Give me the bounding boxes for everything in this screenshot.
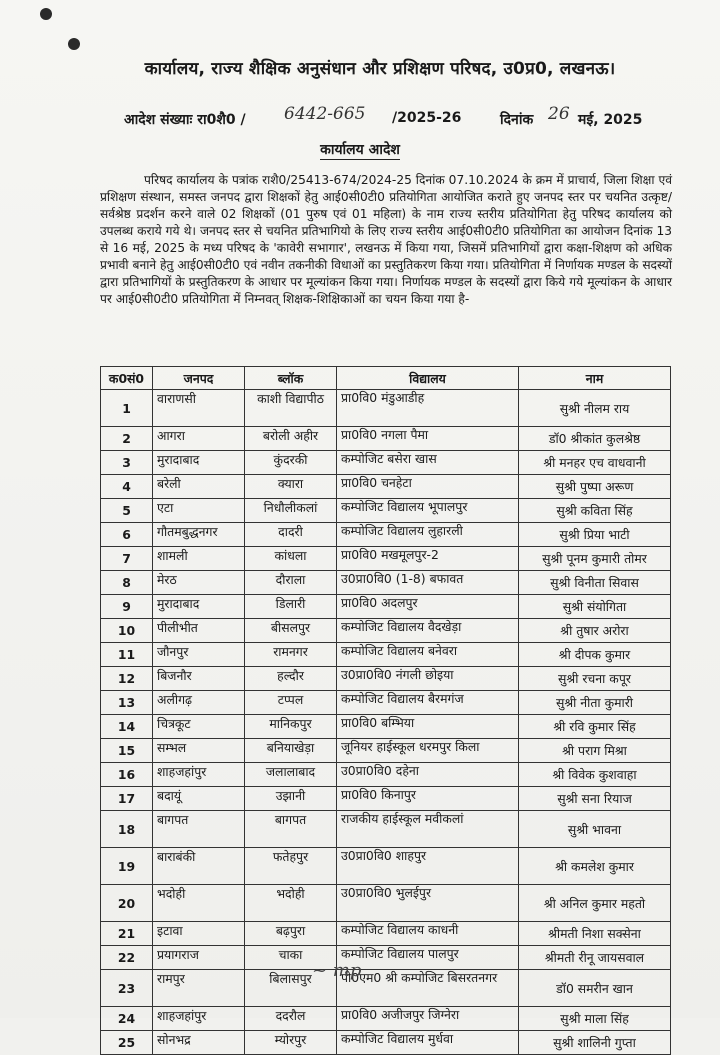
cell-serial: 8 (101, 571, 153, 595)
cell-block: टप्पल (245, 691, 337, 715)
cell-serial: 4 (101, 475, 153, 499)
cell-serial: 15 (101, 739, 153, 763)
table-row (101, 763, 671, 787)
header-name: नाम (519, 367, 671, 390)
cell-school: प्रा0वि0 चनहेटा (337, 475, 519, 499)
cell-serial: 7 (101, 547, 153, 571)
cell-serial: 13 (101, 691, 153, 715)
cell-serial: 3 (101, 451, 153, 475)
cell-name: सुश्री पुष्पा अरूण (519, 475, 671, 499)
page-title (0, 140, 720, 159)
cell-school: कम्पोजिट विद्यालय बनेवरा (337, 643, 519, 667)
table-row (101, 885, 671, 922)
cell-district: पीलीभीत (153, 619, 245, 643)
table-row (101, 739, 671, 763)
cell-district: मुरादाबाद (153, 451, 245, 475)
cell-serial: 21 (101, 922, 153, 946)
cell-school: प्रा0वि0 बम्भिया (337, 715, 519, 739)
cell-name: श्री मनहर एच वाधवानी (519, 451, 671, 475)
table-row (101, 970, 671, 1007)
cell-serial: 2 (101, 427, 153, 451)
table-row (101, 848, 671, 885)
order-date-day: 26 (548, 104, 570, 124)
cell-school: उ0प्रा0वि0 (1-8) बफावत (337, 571, 519, 595)
order-number-handwritten: 6442-665 (284, 104, 366, 124)
cell-school: प्रा0वि0 अदलपुर (337, 595, 519, 619)
cell-school: प्रा0वि0 अजीजपुर जिग्नेरा (337, 1007, 519, 1031)
cell-district: मुरादाबाद (153, 595, 245, 619)
cell-school: राजकीय हाईस्कूल मवीकलां (337, 811, 519, 848)
cell-serial: 20 (101, 885, 153, 922)
cell-district: इटावा (153, 922, 245, 946)
cell-district: बागपत (153, 811, 245, 848)
cell-name: श्री कमलेश कुमार (519, 848, 671, 885)
cell-school: उ0प्रा0वि0 भुलईपुर (337, 885, 519, 922)
table-row (101, 390, 671, 427)
cell-block: भदोही (245, 885, 337, 922)
cell-serial: 1 (101, 390, 153, 427)
cell-school: कम्पोजिट विद्यालय काधनी (337, 922, 519, 946)
cell-block: रामनगर (245, 643, 337, 667)
cell-serial: 17 (101, 787, 153, 811)
cell-school: कम्पोजिट विद्यालय भूपालपुर (337, 499, 519, 523)
order-date-rest: मई, 2025 (578, 112, 643, 128)
cell-block: मानिकपुर (245, 715, 337, 739)
cell-school: कम्पोजिट बसेरा खास (337, 451, 519, 475)
cell-block: कुंदरकी (245, 451, 337, 475)
cell-school: उ0प्रा0वि0 शाहपुर (337, 848, 519, 885)
cell-block: डिलारी (245, 595, 337, 619)
cell-block: दौराला (245, 571, 337, 595)
cell-school: प्रा0वि0 किनापुर (337, 787, 519, 811)
cell-district: शाहजहांपुर (153, 1007, 245, 1031)
page-title-text: कार्यालय आदेश (320, 142, 400, 158)
table-row (101, 667, 671, 691)
cell-serial: 5 (101, 499, 153, 523)
table-row (101, 571, 671, 595)
cell-name: सुश्री रचना कपूर (519, 667, 671, 691)
cell-serial: 16 (101, 763, 153, 787)
cell-block: चाका (245, 946, 337, 970)
cell-district: बदायूं (153, 787, 245, 811)
cell-block: बरोली अहीर (245, 427, 337, 451)
cell-school: कम्पोजिट विद्यालय बैरमगंज (337, 691, 519, 715)
cell-serial: 10 (101, 619, 153, 643)
cell-serial: 25 (101, 1031, 153, 1055)
cell-block: क्यारा (245, 475, 337, 499)
signature: ~ mp (312, 960, 362, 981)
cell-district: वाराणसी (153, 390, 245, 427)
table-row (101, 475, 671, 499)
cell-name: सुश्री नीलम राय (519, 390, 671, 427)
cell-block: बिलासपुर (245, 970, 337, 1007)
cell-district: अलीगढ़ (153, 691, 245, 715)
cell-block: बनियाखेड़ा (245, 739, 337, 763)
table-row (101, 619, 671, 643)
cell-school: प्रा0वि0 नगला पैमा (337, 427, 519, 451)
cell-school: कम्पोजिट विद्यालय मुर्धवा (337, 1031, 519, 1055)
cell-name: श्री अनिल कुमार महतो (519, 885, 671, 922)
cell-district: बिजनौर (153, 667, 245, 691)
cell-block: बीसलपुर (245, 619, 337, 643)
cell-name: श्री दीपक कुमार (519, 643, 671, 667)
cell-district: चित्रकूट (153, 715, 245, 739)
table-row (101, 946, 671, 970)
cell-name: सुश्री विनीता सिवास (519, 571, 671, 595)
cell-name: सुश्री प्रिया भाटी (519, 523, 671, 547)
cell-name: सुश्री संयोगिता (519, 595, 671, 619)
cell-name: सुश्री भावना (519, 811, 671, 848)
cell-name: श्रीमती निशा सक्सेना (519, 922, 671, 946)
cell-district: भदोही (153, 885, 245, 922)
cell-district: सम्भल (153, 739, 245, 763)
punch-hole-icon (68, 38, 80, 50)
table-row (101, 787, 671, 811)
table-row (101, 922, 671, 946)
cell-district: एटा (153, 499, 245, 523)
cell-block: फतेहपुर (245, 848, 337, 885)
cell-name: श्रीमती रीनू जायसवाल (519, 946, 671, 970)
header-block: ब्लॉक (245, 367, 337, 390)
table-row (101, 1031, 671, 1055)
cell-school: प्रा0वि0 मखमूलपुर-2 (337, 547, 519, 571)
table-row (101, 1007, 671, 1031)
cell-serial: 6 (101, 523, 153, 547)
table-row (101, 451, 671, 475)
order-number-label: आदेश संख्याः रा0शै0 / (124, 112, 246, 128)
cell-district: बाराबंकी (153, 848, 245, 885)
cell-district: सोनभद्र (153, 1031, 245, 1055)
cell-name: श्री विवेक कुशवाहा (519, 763, 671, 787)
header-school: विद्यालय (337, 367, 519, 390)
cell-district: प्रयागराज (153, 946, 245, 970)
order-date-label: दिनांक (500, 112, 534, 128)
cell-name: श्री तुषार अरोरा (519, 619, 671, 643)
order-year: /2025-26 (392, 110, 462, 126)
cell-name: श्री पराग मिश्रा (519, 739, 671, 763)
cell-block: जलालाबाद (245, 763, 337, 787)
table-row (101, 595, 671, 619)
cell-district: बरेली (153, 475, 245, 499)
table-row (101, 547, 671, 571)
header-district: जनपद (153, 367, 245, 390)
cell-serial: 12 (101, 667, 153, 691)
cell-district: गौतमबुद्धनगर (153, 523, 245, 547)
cell-school: कम्पोजिट विद्यालय वैदखेड़ा (337, 619, 519, 643)
table-row (101, 499, 671, 523)
cell-name: डॉ0 श्रीकांत कुलश्रेष्ठ (519, 427, 671, 451)
cell-name: सुश्री शालिनी गुप्ता (519, 1031, 671, 1055)
cell-district: मेरठ (153, 571, 245, 595)
header-serial: क0सं0 (101, 367, 153, 390)
cell-serial: 9 (101, 595, 153, 619)
cell-school: प्रा0वि0 मंडुआडीह (337, 390, 519, 427)
cell-district: शामली (153, 547, 245, 571)
cell-block: कांधला (245, 547, 337, 571)
cell-district: जौनपुर (153, 643, 245, 667)
table-row (101, 523, 671, 547)
cell-district: आगरा (153, 427, 245, 451)
cell-name: सुश्री पूनम कुमारी तोमर (519, 547, 671, 571)
table-row (101, 691, 671, 715)
cell-serial: 11 (101, 643, 153, 667)
office-header: कार्यालय, राज्य शैक्षिक अनुसंधान और प्रशिक्षण परिषद, उ0प्र0, लखनऊ। (144, 59, 616, 79)
cell-district: शाहजहांपुर (153, 763, 245, 787)
cell-serial: 19 (101, 848, 153, 885)
table-header-row (101, 367, 671, 390)
punch-hole-icon (40, 8, 52, 20)
cell-name: सुश्री कविता सिंह (519, 499, 671, 523)
cell-block: ददरौल (245, 1007, 337, 1031)
cell-serial: 24 (101, 1007, 153, 1031)
cell-serial: 18 (101, 811, 153, 848)
cell-serial: 22 (101, 946, 153, 970)
cell-school: उ0प्रा0वि0 नंगली छोइया (337, 667, 519, 691)
cell-name: सुश्री माला सिंह (519, 1007, 671, 1031)
cell-district: रामपुर (153, 970, 245, 1007)
cell-school: कम्पोजिट विद्यालय पालपुर (337, 946, 519, 970)
cell-serial: 14 (101, 715, 153, 739)
cell-name: श्री रवि कुमार सिंह (519, 715, 671, 739)
cell-block: उझानी (245, 787, 337, 811)
order-paragraph: परिषद कार्यालय के पत्रांक राशै0/25413-674/2024-25 दिनांक 07.10.2024 के क्रम में प्राचार्य, जिला शिक्षा एवं प्रशिक्षण संस्थान, समस्त जनपद द्वारा शिक्षकों हेतु आई0सी0टी0 प्रतियोगिता आयोजित कराते हुए जनपद स्तर पर चयनित उत्कृष्ट/सर्वश्रेष्ठ प्रदर्शन करने वाले 02 शिक्षकों (01 पुरुष एवं 01 महिला) के नाम राज्य स्तरीय प्रतियोगिता हेतु परिषद कार्यालय को उपलब्ध कराये गये थे। जनपद स्तर से चयनित प्रतिभागियो के लिए राज्य स्तरीय आई0सी0टी0 प्रतियोगिता का आयोजन दिनांक 13 से 16 मई, 2025 के मध्य परिषद के 'कावेरी सभागार', लखनऊ में किया गया, जिसमें प्रतिभागियों द्वारा कक्षा-शिक्षण को अधिक प्रभावी बनाने हेतु आई0सी0टी0 एवं नवीन तकनीकी विधाओं का प्रस्तुतिकरण किया गया। प्रतियोगिता में निर्णायक मण्डल के सदस्यों द्वारा प्रतिभागियों के प्रस्तुतिकरण के आधार पर मूल्यांकन किया गया। निर्णायक मण्डल के सदस्यों द्वारा किये गये मूल्यांकन के आधार पर आई0सी0टी0 प्रतियोगिता में निम्नवत् शिक्षक-शिक्षिकाओं का चयन किया गया है- (100, 173, 672, 306)
table-row (101, 715, 671, 739)
cell-school: उ0प्रा0वि0 दहेना (337, 763, 519, 787)
cell-block: काशी विद्यापीठ (245, 390, 337, 427)
cell-school: जूनियर हाईस्कूल धरमपुर किला (337, 739, 519, 763)
cell-block: निधौलीकलां (245, 499, 337, 523)
cell-block: हल्दौर (245, 667, 337, 691)
table-row (101, 643, 671, 667)
cell-serial: 23 (101, 970, 153, 1007)
cell-name: सुश्री सना रियाज (519, 787, 671, 811)
cell-name: डॉ0 समरीन खान (519, 970, 671, 1007)
cell-name: सुश्री नीता कुमारी (519, 691, 671, 715)
table-row (101, 811, 671, 848)
cell-block: बागपत (245, 811, 337, 848)
cell-school: पी0एम0 श्री कम्पोजिट बिसरतनगर (337, 970, 519, 1007)
cell-school: कम्पोजिट विद्यालय लुहारली (337, 523, 519, 547)
cell-block: बढ़पुरा (245, 922, 337, 946)
cell-block: दादरी (245, 523, 337, 547)
table-row (101, 427, 671, 451)
selection-table (100, 366, 671, 1055)
cell-block: म्योरपुर (245, 1031, 337, 1055)
